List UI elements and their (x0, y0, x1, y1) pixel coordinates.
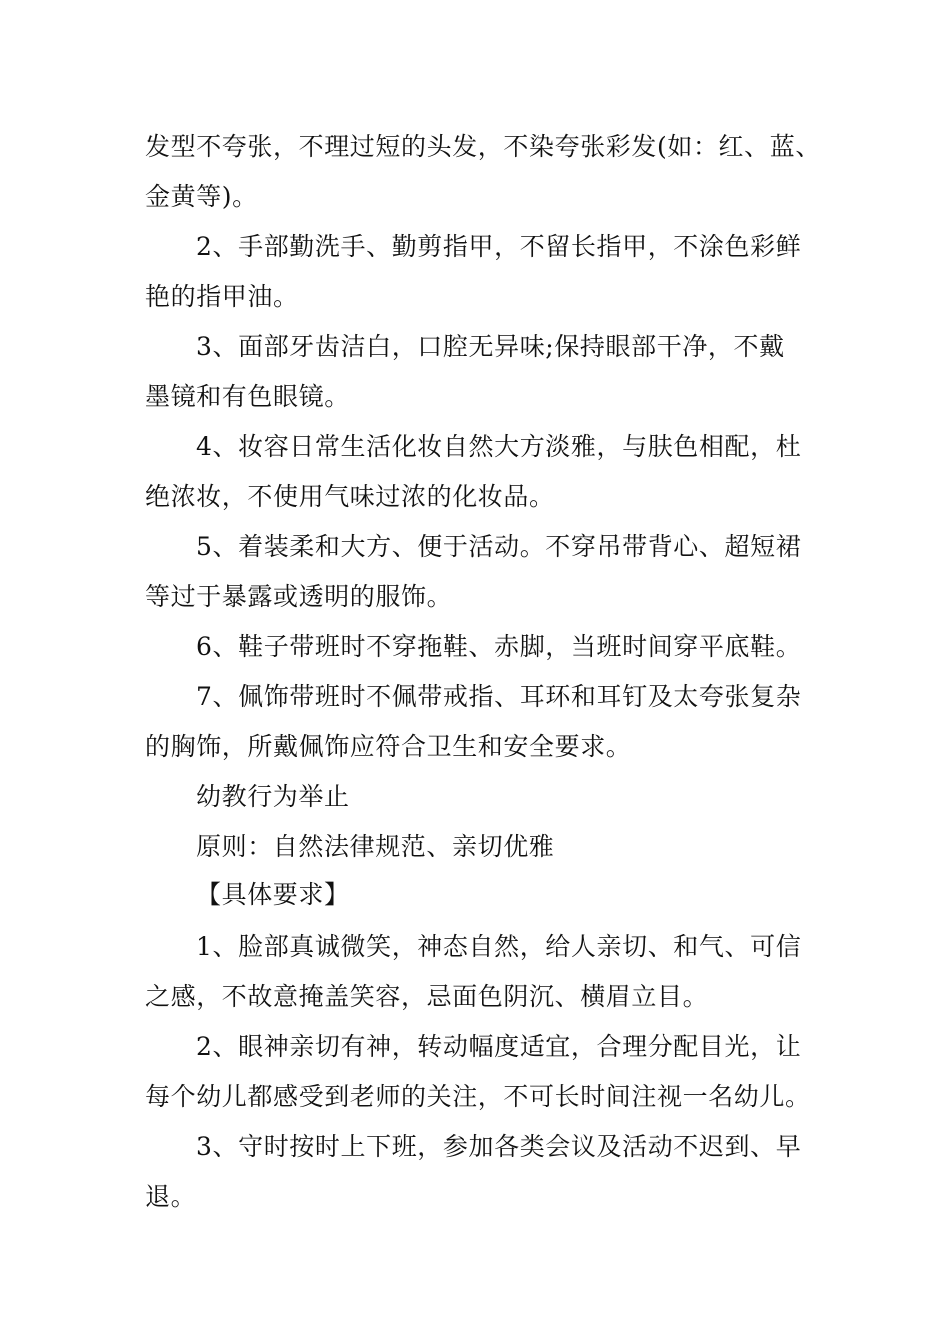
text-line: 艳的指甲油。 (145, 282, 299, 311)
text-line: 2、手部勤洗手、勤剪指甲，不留长指甲，不涂色彩鲜 (196, 232, 802, 261)
text-line: 1、脸部真诚微笑，神态自然，给人亲切、和气、可信 (196, 932, 802, 961)
text-line: 金黄等)。 (145, 182, 258, 211)
requirements-heading: 【具体要求】 (196, 880, 350, 909)
text-line: 绝浓妆，不使用气味过浓的化妆品。 (145, 482, 555, 511)
principle-line: 原则：自然法律规范、亲切优雅 (196, 832, 555, 861)
text-line: 2、眼神亲切有神，转动幅度适宜，合理分配目光，让 (196, 1032, 802, 1061)
text-line: 发型不夸张，不理过短的头发，不染夸张彩发(如：红、蓝、 (145, 132, 821, 161)
text-line: 3、面部牙齿洁白，口腔无异味;保持眼部干净，不戴 (196, 332, 785, 361)
text-line: 7、佩饰带班时不佩带戒指、耳环和耳钉及太夸张复杂 (196, 682, 802, 711)
text-line: 5、着装柔和大方、便于活动。不穿吊带背心、超短裙 (196, 532, 802, 561)
text-line: 的胸饰，所戴佩饰应符合卫生和安全要求。 (145, 732, 632, 761)
text-line: 墨镜和有色眼镜。 (145, 382, 350, 411)
text-line: 3、守时按时上下班，参加各类会议及活动不迟到、早 (196, 1132, 802, 1161)
text-line: 4、妆容日常生活化妆自然大方淡雅，与肤色相配，杜 (196, 432, 802, 461)
text-line: 每个幼儿都感受到老师的关注，不可长时间注视一名幼儿。 (145, 1082, 811, 1111)
section-heading: 幼教行为举止 (196, 782, 350, 811)
text-line: 退。 (145, 1182, 197, 1211)
text-line: 6、鞋子带班时不穿拖鞋、赤脚，当班时间穿平底鞋。 (196, 632, 802, 661)
text-line: 之感，不故意掩盖笑容，忌面色阴沉、横眉立目。 (145, 982, 709, 1011)
text-line: 等过于暴露或透明的服饰。 (145, 582, 453, 611)
